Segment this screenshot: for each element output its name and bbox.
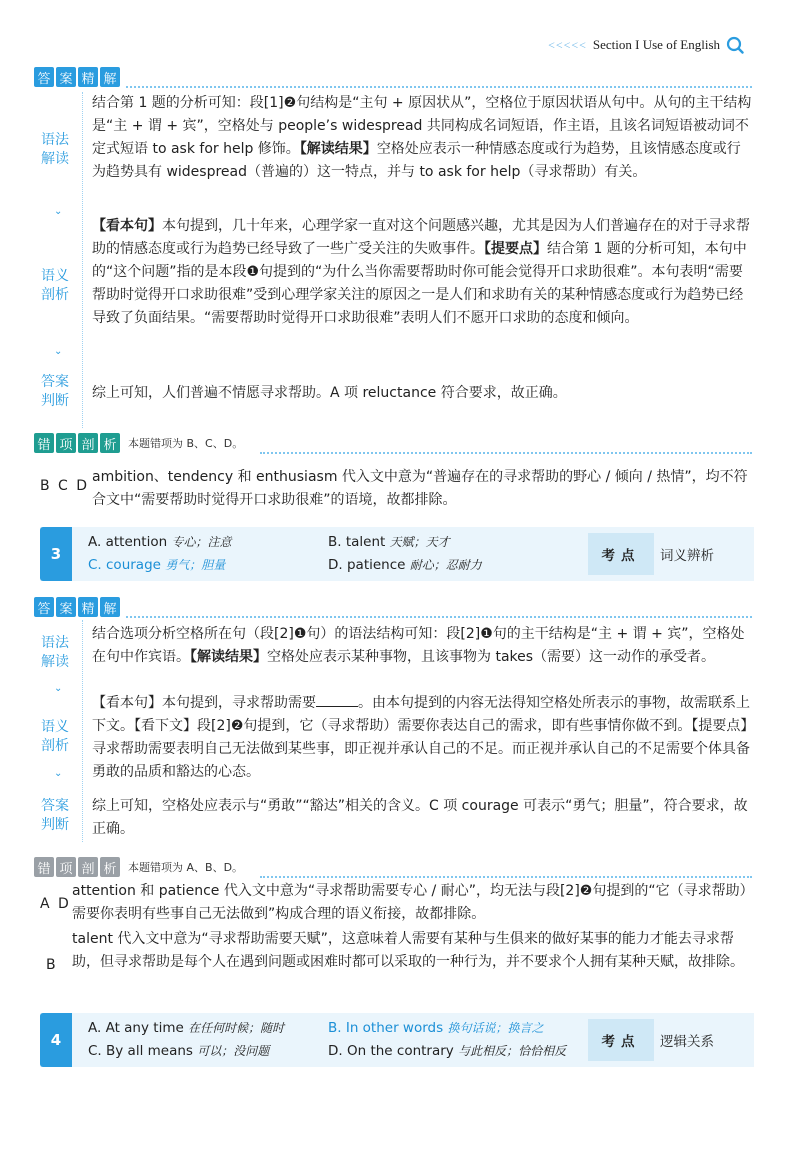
wrong-options-banner <box>34 856 243 878</box>
grammar-label: 语法 解读 <box>41 635 69 670</box>
option-a: A. attention 专心；注意 <box>88 534 232 550</box>
wrong-option-key: B C D <box>40 478 90 494</box>
semantic-text: 【看本句】本句提到，寻求帮助需要 。由本句提到的内容无法得知空格处所表示的事物，故需联系上下文。【看下文】段[2]❷句提到，它（寻求帮助）需要你表达自己的需求，即有些事情你做不到。【提要点】寻求帮助需要表明自己无法做到某些事，即正视并承认自己的不足。而正视并承认自己的不足需要个体具备勇敢的品质和豁达的心态。 <box>92 695 750 780</box>
semantic-label: 语义 剖析 <box>41 719 69 754</box>
grammar-label: 语法 解读 <box>41 132 69 167</box>
wrong-option-text: talent 代入文中意为“寻求帮助需要天赋”，这意味着人需要有某种与生俱来的做好某事的能力才能去寻求帮助，但寻求帮助是每个人在遇到问题或困难时都可以采取的一种行为，并不要求个人拥有某种天赋，故排除。 <box>72 931 744 970</box>
answer-explanation-banner <box>34 596 122 618</box>
banner-tag: 错 项 剖 析 <box>34 433 122 453</box>
wrong-note: 本题错项为 B、C、D。 <box>128 437 244 450</box>
answer-label: 答案 判断 <box>41 374 69 409</box>
question-number: 4 <box>40 1013 72 1067</box>
chevron-down-icon: ⌄ <box>54 768 63 779</box>
semantic-label: 语义 剖析 <box>41 268 69 303</box>
question-number: 3 <box>40 527 72 581</box>
wrong-option-key: B <box>46 957 58 973</box>
grammar-text: 结合第 1 题的分析可知：段[1]❷句结构是“主句 + 原因状从”，空格位于原因状语从句中。从句的主干结构是“主 + 谓 + 宾”，空格处与 people’s widespread 共同构成名词短语，作主语，且该名词短语被动词不定式短语 to ask for help 修饰。【解读结果】空格处应表示一种情感态度或行为趋势，且该情感态度或行为趋势具有 widespread（普遍的）这一特点，并与 to ask for help（寻求帮助）有关。 <box>92 95 752 180</box>
chevron-down-icon: ⌄ <box>54 346 63 357</box>
wrong-option-text: ambition、tendency 和 enthusiasm 代入文中意为“普遍存在的寻求帮助的野心 / 倾向 / 热情”，均不符合文中“需要帮助时觉得开口求助很难”的语境，故都排除。 <box>92 469 748 508</box>
wrong-options-banner <box>34 432 243 454</box>
search-icon <box>726 36 744 54</box>
section-guide <box>82 92 83 428</box>
banner-tag: 答 案 精 解 <box>34 67 122 87</box>
chevron-down-icon: ⌄ <box>54 683 63 694</box>
option-c: C. By all means 可以；没问题 <box>88 1043 270 1059</box>
question-options-box <box>40 527 754 581</box>
option-b: B. talent 天赋；天才 <box>328 534 450 550</box>
semantic-text: 【看本句】本句提到，几十年来，心理学家一直对这个问题感兴趣，尤其是因为人们普遍存在的对于寻求帮助的情感态度或行为趋势已经导致了一些广受关注的失败事件。【提要点】结合第 1 题的分析可知，本句中的“这个问题”指的是本段❶句提到的“为什么当你需要帮助时你可能会觉得开口求助很难”。本句表明“需要帮助时觉得开口求助很难”受到心理学家关注的原因之一是人们和求助有关的某种情感态度或行为趋势已经导致了负面结果。“需要帮助时觉得开口求助很难”表明人们不愿开口求助的态度和倾向。 <box>92 218 750 326</box>
banner-divider <box>126 616 752 618</box>
kaodian-label: 考点 <box>588 1019 654 1061</box>
kaodian-label: 考点 <box>588 533 654 575</box>
chevron-down-icon: ⌄ <box>54 206 63 217</box>
section-guide <box>82 620 83 842</box>
answer-text: 综上可知，空格处应表示与“勇敢”“豁达”相关的含义。C 项 courage 可表示“勇气；胆量”，符合要求，故正确。 <box>92 798 748 837</box>
wrong-option-text: attention 和 patience 代入文中意为“寻求帮助需要专心 / 耐心”，均无法与段[2]❷句提到的“它（寻求帮助）需要你表明有些事自己无法做到”构成合理的语义衔接，故都排除。 <box>72 883 747 922</box>
question-options-box <box>40 1013 754 1067</box>
wrong-option-key: A D <box>40 896 71 912</box>
answer-explanation-banner <box>34 66 122 88</box>
option-b-correct: B. In other words 换句话说；换言之 <box>328 1020 544 1036</box>
running-header <box>548 36 744 54</box>
answer-text: 综上可知，人们普遍不情愿寻求帮助。A 项 reluctance 符合要求，故正确。 <box>92 385 567 401</box>
banner-divider <box>260 876 752 878</box>
banner-tag: 答 案 精 解 <box>34 597 122 617</box>
banner-tag: 错 项 剖 析 <box>34 857 122 877</box>
blank-underline <box>316 694 358 707</box>
option-c-correct: C. courage 勇气；胆量 <box>88 557 226 573</box>
kaodian-value: 词义辨析 <box>660 548 714 564</box>
option-d: D. On the contrary 与此相反；恰恰相反 <box>328 1043 567 1059</box>
banner-divider <box>260 452 752 454</box>
grammar-text: 结合选项分析空格所在句（段[2]❶句）的语法结构可知：段[2]❶句的主干结构是“主 + 谓 + 宾”，空格处在句中作宾语。【解读结果】空格处应表示某种事物，且该事物为 takes（需要）这一动作的承受者。 <box>92 626 745 665</box>
answer-label: 答案 判断 <box>41 798 69 833</box>
option-d: D. patience 耐心；忍耐力 <box>328 557 482 573</box>
option-a: A. At any time 在任何时候；随时 <box>88 1020 285 1036</box>
wrong-note: 本题错项为 A、B、D。 <box>128 861 244 874</box>
banner-divider <box>126 86 752 88</box>
header-arrows: <<<<< <box>548 37 587 52</box>
header-title: Section I Use of English <box>592 37 720 52</box>
kaodian-value: 逻辑关系 <box>660 1034 714 1050</box>
